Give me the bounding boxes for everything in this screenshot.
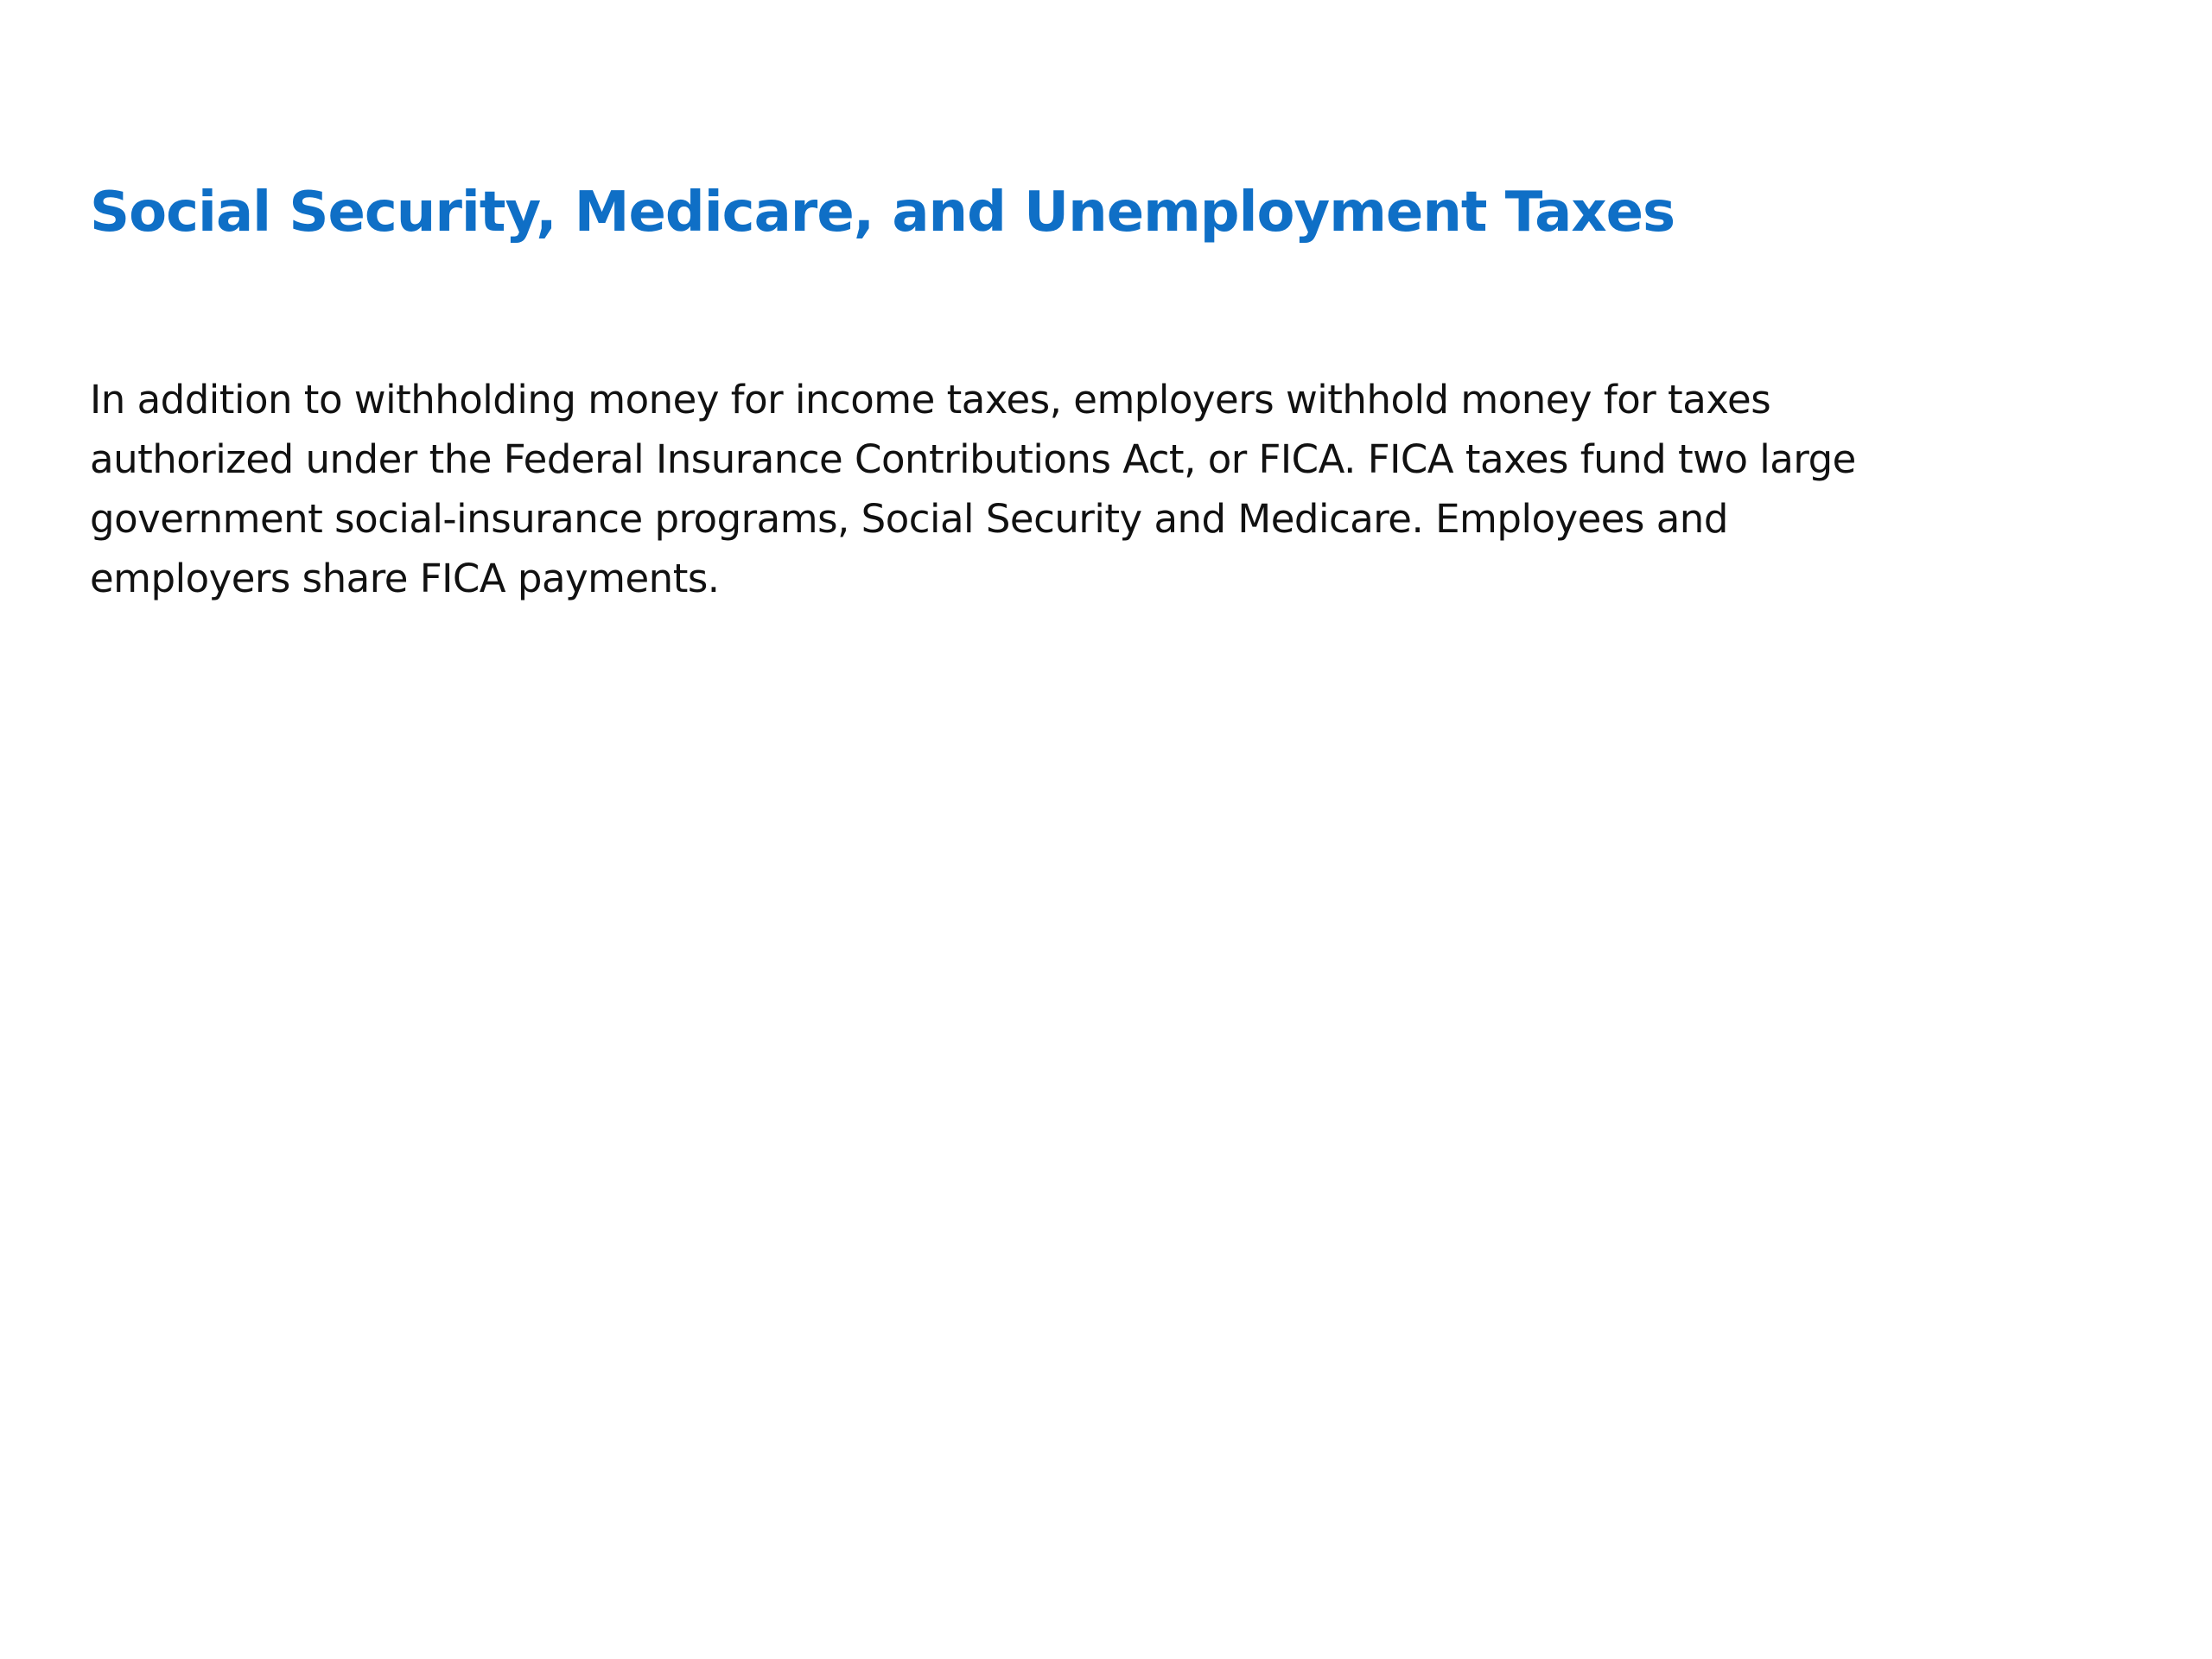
slide-body-text: In addition to withholding money for income taxes, employers withhold money for taxes authorized under the Federal Insurance Contributions Act, or FICA. FICA taxes fund two large government social-insurance programs, Social Security and Medicare. Employees and employers share FICA payments. [90,377,1856,601]
slide-title: Social Security, Medicare, and Unemployment Taxes [90,181,1675,245]
